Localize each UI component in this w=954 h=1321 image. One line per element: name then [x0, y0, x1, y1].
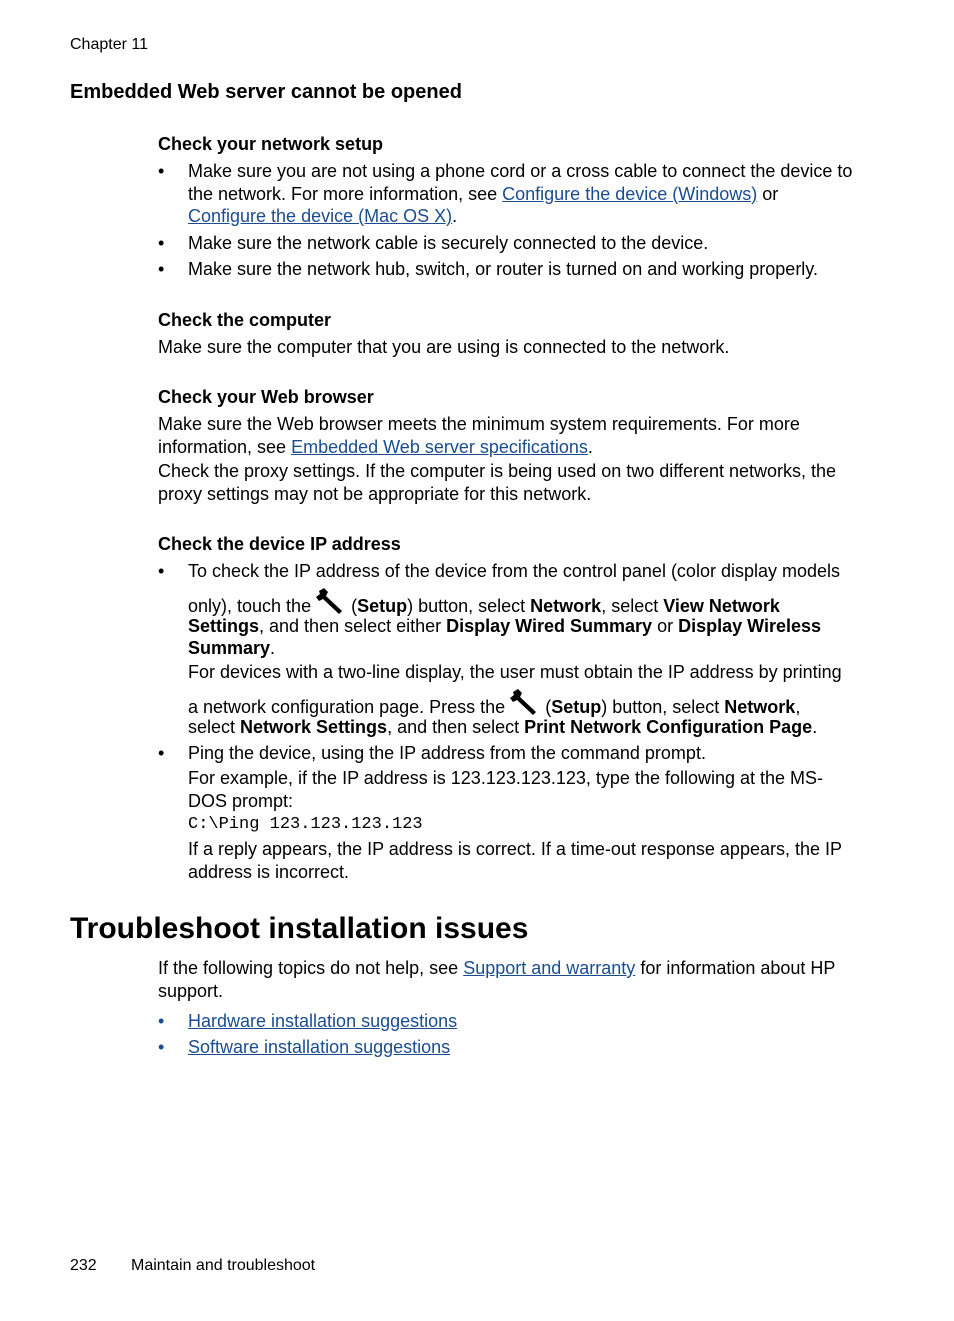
ip-bullet-2: Ping the device, using the IP address from the command prompt.: [188, 743, 706, 763]
footer-section: Maintain and troubleshoot: [131, 1257, 316, 1274]
software-suggestions-link[interactable]: Software installation suggestions: [188, 1037, 451, 1057]
ip-bullet-1-line-4: Summary.: [188, 638, 276, 658]
ip-bullet-1-p2-line-1: For devices with a two-line display, the user must obtain the IP address by printing: [188, 662, 842, 682]
ip-bullet-1-line-3: Settings, and then select either Display Wired Summary or Display Wireless: [188, 616, 821, 636]
page-number: 232: [70, 1257, 97, 1274]
chapter-label: Chapter 11: [70, 36, 148, 53]
ip-bullet-1-p2-line-3: select Network Settings, and then select Print Network Configuration Page.: [188, 717, 818, 737]
configure-mac-link[interactable]: Configure the device (Mac OS X): [188, 206, 453, 226]
ip-heading: Check the device IP address: [158, 534, 401, 554]
troubleshoot-intro: If the following topics do not help, see Support and warranty for information about HP support.: [158, 958, 836, 1001]
computer-heading: Check the computer: [158, 310, 332, 330]
configure-windows-link[interactable]: Configure the device (Windows): [502, 183, 758, 204]
bullet-icon: •: [158, 1011, 165, 1031]
wrench-icon: [316, 587, 346, 615]
ip-bullet-1-line-2: only), touch the (Setup) button, select Network, select View Network: [188, 587, 868, 621]
bullet-icon: •: [158, 1037, 165, 1057]
wrench-icon: [510, 688, 540, 716]
ip-bullet-2-example: For example, if the IP address is 123.123.123.123, type the following at the MS-DOS prompt:: [188, 768, 824, 811]
software-suggestions-item: [188, 1036, 868, 1059]
troubleshoot-title: Troubleshoot installation issues: [70, 912, 529, 945]
browser-paragraph-2: Check the proxy settings. If the computer is being used on two different networks, the proxy settings may not be appropriate for this network.: [158, 461, 837, 504]
browser-paragraph-1: Make sure the Web browser meets the minimum system requirements. For more information, see Embedded Web server specifications.: [158, 414, 800, 457]
computer-text: Make sure the computer that you are using is connected to the network.: [158, 337, 730, 357]
ip-bullet-2-result: If a reply appears, the IP address is correct. If a time-out response appears, the IP address is incorrect.: [188, 839, 842, 882]
ews-specifications-link[interactable]: Embedded Web server specifications: [291, 436, 588, 457]
network-heading: Check your network setup: [158, 134, 384, 154]
ip-bullet-1-p2-line-2: a network configuration page. Press the (Setup) button, select Network,: [188, 688, 868, 722]
bullet-icon: •: [158, 561, 165, 581]
bullet-icon: •: [158, 259, 165, 279]
hardware-suggestions-item: [188, 1010, 868, 1033]
support-warranty-link[interactable]: Support and warranty: [463, 958, 636, 978]
bullet-icon: •: [158, 161, 165, 181]
network-bullet-3: Make sure the network hub, switch, or router is turned on and working properly.: [188, 259, 818, 279]
ip-bullet-1-line-1: To check the IP address of the device from the control panel (color display models: [188, 561, 841, 581]
network-bullet-1: Make sure you are not using a phone cord or a cross cable to connect the device to the network. For more information, see Configure the device (Windows) or Configure the device (Mac OS X).: [188, 161, 853, 226]
bullet-icon: •: [158, 743, 165, 763]
hardware-suggestions-link[interactable]: Hardware installation suggestions: [188, 1011, 458, 1031]
ping-command: C:\Ping 123.123.123.123: [188, 815, 423, 834]
section-title: Embedded Web server cannot be opened: [70, 81, 462, 103]
browser-heading: Check your Web browser: [158, 387, 374, 407]
network-bullet-2: Make sure the network cable is securely connected to the device.: [188, 233, 709, 253]
bullet-icon: •: [158, 233, 165, 253]
